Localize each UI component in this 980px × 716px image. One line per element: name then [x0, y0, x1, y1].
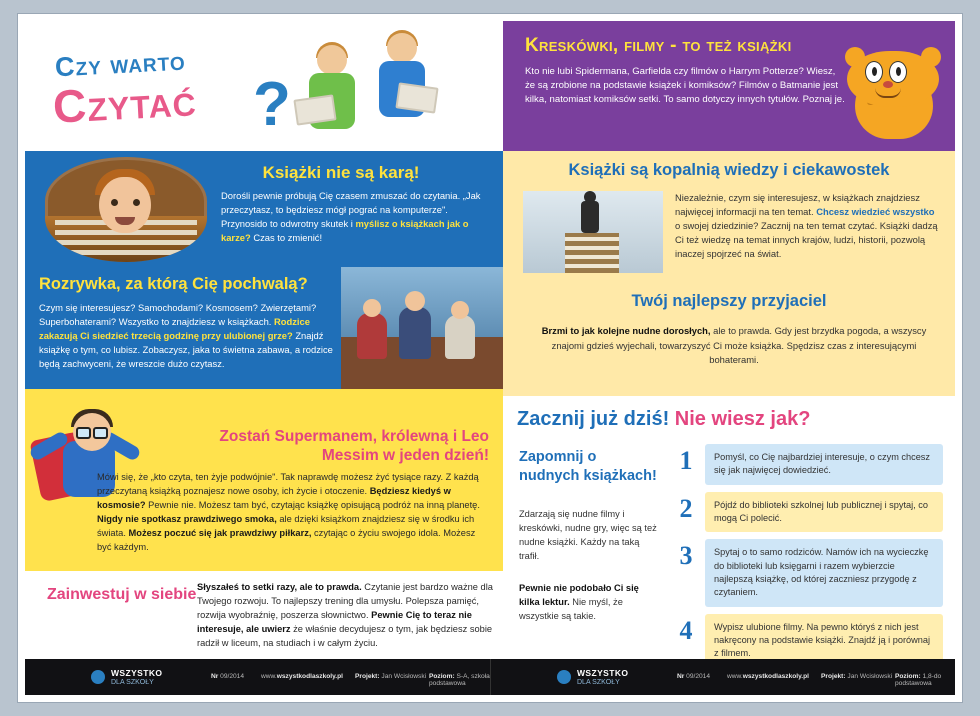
- start-subheading: Zapomnij o nudnych książkach!: [519, 449, 657, 484]
- poster-sheet: [25, 21, 955, 695]
- step-text: Pomyśl, co Cię najbardziej interesuje, o czym chcesz się jak najwięcej dowiedzieć.: [705, 444, 943, 485]
- step-text: Spytaj o to samo rodziców. Namów ich na wycieczkę do biblioteki lub księgarni i razem wybierzcie najlepszą książkę, od której zaczniesz przygodę z czytaniem.: [705, 539, 943, 606]
- kara-heading: Książki nie są karą!: [262, 163, 420, 182]
- step-text: Pójdź do biblioteki szkolnej lub publicznej i spytaj, co mogą Ci polecić.: [705, 492, 943, 533]
- kid-green-icon: [309, 45, 369, 145]
- step-text: Wypisz ulubione filmy. Na pewno któryś z nich jest nakręcony na podstawie książki. Znajdź ją i porównaj z filmem.: [705, 614, 943, 659]
- footer-site[interactable]: www.wszystkodlaszkoly.pl: [727, 673, 809, 680]
- kreskowki-heading: Kreskówki, filmy - to też książki: [525, 35, 792, 56]
- kopalnia-heading: Książki są kopalnią wiedzy i ciekawostek: [568, 161, 890, 179]
- zainwestuj-body: Słyszałeś to setki razy, ale to prawda. Czytanie jest bardzo ważne dla Twojego rozwoju. To najlepszy trening dla umysłu. Polepsza pamięć, rozwija wyobraźnię, poszerza słownictwo. Pewnie Cię to teraz nie interesuje, ale uwierz że właśnie decydujesz o tym, jak będziesz sobie radził w liceum, na studiach i w całym życiu.: [197, 582, 493, 648]
- start-headline: Zacznij już dziś! Nie wiesz jak?: [517, 408, 811, 430]
- footer-brand-small: DLA SZKOŁY: [577, 678, 620, 686]
- kid-blue-icon: [379, 33, 439, 145]
- footer-project: Projekt: Jan Wcisłowski: [355, 673, 427, 680]
- photo-man-on-book-stack: [523, 191, 663, 273]
- photo-family-on-sofa: [341, 267, 503, 389]
- footer-brand: [577, 668, 628, 687]
- panel-kopalnia-wiedzy: [503, 151, 955, 286]
- steps-list: [671, 444, 943, 659]
- brand-logo-icon: [91, 670, 105, 684]
- photo-boy-on-books: [45, 157, 207, 262]
- step-number: 2: [679, 493, 693, 523]
- step-number: 1: [679, 446, 693, 475]
- supermen-heading: Zostań Supermanem, królewną i Leo Messim w jeden dzień!: [219, 428, 489, 465]
- panel-zostan-supermanem: [25, 389, 503, 571]
- footer-left: [25, 659, 490, 695]
- footer-brand-big: WSZYSTKO: [111, 668, 163, 678]
- footer-right: [490, 659, 955, 695]
- rozrywka-body: Czym się interesujesz? Samochodami? Kosmosem? Zwierzętami? Superbohaterami? Wszystko to znajdziesz w książkach. Rodzice zakazują Ci siedzieć trzecią godzinę przy ulubionej grze? Znajdź książkę o tym, co lubisz. Zobaczysz, jaka to świetna zabawa, a rodzice będą zachwyceni, że wreszcie dużo czytasz.: [39, 302, 333, 370]
- przyjaciel-body: Brzmi to jak kolejne nudne dorosłych, ale to prawda. Gdy jest brzydka pogoda, a wszyscy znajomi gdzieś wyjechali, towarzyszyć Ci może książka. Spędzisz czas z interesującymi bohaterami.: [541, 325, 927, 366]
- panel-najlepszy-przyjaciel: [503, 286, 955, 396]
- poster-title-line1: Czy warto: [54, 45, 187, 83]
- start-sub-body-1: Zdarzają się nudne filmy i kreskówki, nudne gry, więc są też nudne książki. Każdy na taką trafił.: [519, 509, 657, 561]
- footer-brand: [111, 668, 162, 687]
- supermen-body: Mówi się, że „kto czyta, ten żyje podwójnie". Tak naprawdę możesz żyć tysiące razy. Z każdą przeczytaną książką poznajesz nowe osoby, ich życie i otoczenie. Będziesz kiedyś w kosmosie? Pewnie nie. Możesz tam być, czytając książkę opisującą podróż na inną planetę. Nigdy nie spotkasz prawdziwego smoka, ale dzięki książkom znajdziesz się w środku ich świata. Możesz poczuć się jak prawdziwy piłkarz, czytając o życiu swojego idola. Możesz być każdym.: [97, 472, 480, 552]
- footer-issue: Nr 09/2014: [211, 673, 245, 680]
- kreskowki-body: Kto nie lubi Spidermana, Garfielda czy filmów o Harrym Potterze? Wiesz, że są zrobione na podstawie książek i komiksów? Filmów o Batmanie jest kilka, natomiast komiksów setki. To samo dotyczy innych tytułów. Poznaj je.: [525, 66, 845, 105]
- start-sub-body-2: Pewnie nie podobało Ci się kilka lektur. Nie myśl, że wszystkie są takie.: [519, 583, 639, 621]
- step-number: 3: [679, 541, 693, 571]
- footer-issue: Nr 09/2014: [677, 673, 711, 680]
- kopalnia-body: Niezależnie, czym się interesujesz, w książkach znajdziesz najwięcej informacji na ten temat. Chcesz wiedzieć wszystko o swojej dziedzinie? Zacznij na ten temat czytać. Książki dadzą Ci też wiedzę na temat innych krajów, ludzi, historii, pozwolą inaczej spojrzeć na świat.: [675, 192, 938, 260]
- step-item: [671, 614, 943, 659]
- footer-project: Projekt: Jan Wcisłowski: [821, 673, 893, 680]
- step-item: [671, 444, 943, 485]
- reading-kids-illustration: [283, 27, 495, 145]
- step-item: [671, 492, 943, 533]
- garfield-cat-icon: [837, 45, 947, 145]
- panel-title: [25, 21, 503, 151]
- footer-level: Poziom: S-A, szkoła podstawowa: [429, 673, 490, 687]
- step-number: 4: [679, 615, 693, 645]
- panel-ksiazki-nie-sa-kara: [25, 151, 503, 267]
- poster-title-questionmark: ?: [253, 70, 291, 139]
- zainwestuj-heading: Zainwestuj w siebie: [47, 586, 197, 603]
- footer-brand-small: DLA SZKOŁY: [111, 678, 154, 686]
- step-item: [671, 539, 943, 606]
- przyjaciel-heading: Twój najlepszy przyjaciel: [631, 292, 827, 310]
- panel-zacznij-juz-dzis: [503, 396, 955, 659]
- poster-title-line2: Czytać: [51, 73, 198, 133]
- footer-bar: [25, 659, 955, 695]
- panel-zainwestuj-w-siebie: [25, 571, 503, 659]
- poster-frame: [18, 14, 962, 702]
- kara-body: Dorośli pewnie próbują Cię czasem zmuszać do czytania. „Jak przeczytasz, to będziesz mógł pograć na komputerze". Przynosido to odwrotny skutek i myślisz o książkach jak o karze? Czas to zmienić!: [221, 190, 481, 244]
- footer-brand-big: WSZYSTKO: [577, 668, 629, 678]
- panel-rozrywka: [25, 267, 503, 389]
- footer-level: Poziom: 1,8-do podstawowa: [895, 673, 942, 687]
- brand-logo-icon: [557, 670, 571, 684]
- panel-kreskowki: [503, 21, 955, 151]
- rozrywka-heading: Rozrywka, za którą Cię pochwalą?: [39, 275, 308, 293]
- footer-site[interactable]: www.wszystkodlaszkoly.pl: [261, 673, 343, 680]
